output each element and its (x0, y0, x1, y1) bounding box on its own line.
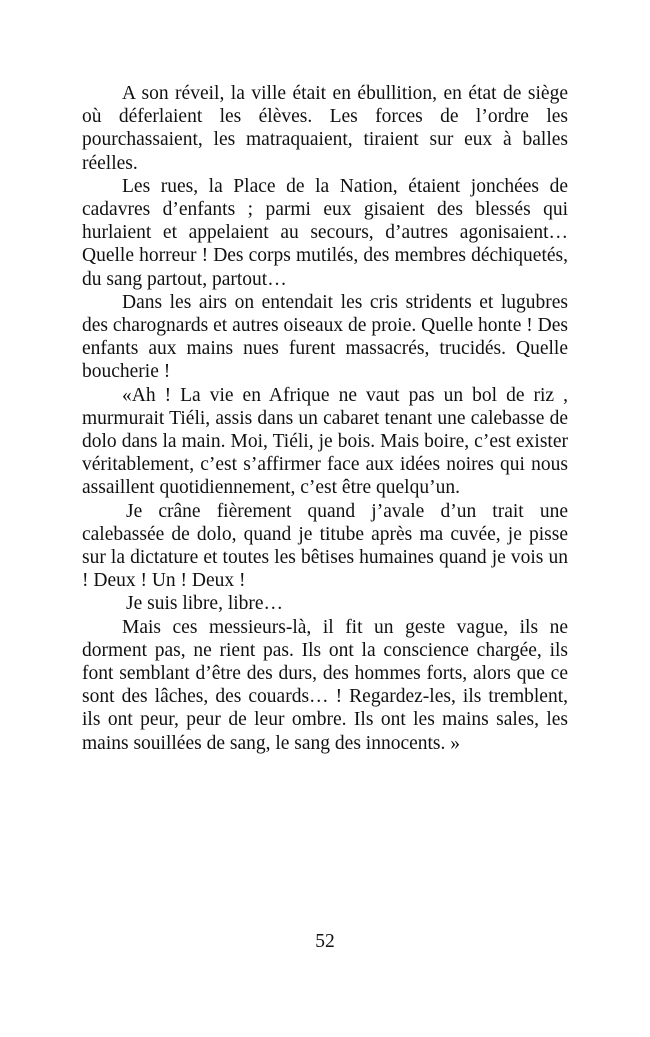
paragraph-1: A son réveil, la ville était en ébullition, en état de siège où déferlaient les élèves. Les forces de l’ordre les pourchassaient, les matraquaient, tiraient sur eux à balles réelles. (82, 83, 568, 174)
paragraph-5: Je crâne fièrement quand j’avale d’un trait une calebassée de dolo, quand je titube après ma cuvée, je pisse sur la dictature et toutes les bêtises humaines quand je vois un ! Deux ! Un ! Deux ! (82, 500, 568, 592)
paragraph-3: Dans les airs on entendait les cris stridents et lugubres des charognards et autres oiseaux de proie. Quelle honte ! Des enfants aux mains nues furent massacrés, trucidés. Quelle boucherie ! (82, 291, 568, 383)
page-number: 52 (315, 931, 335, 952)
paragraph-7: Mais ces messieurs-là, il fit un geste vague, ils ne dorment pas, ne rient pas. Ils ont la conscience chargée, ils font semblant d’être des durs, des hommes forts, alors que ce sont des lâches, des couards… ! Regardez-les, ils tremblent, ils ont peur, peur de leur ombre. Ils ont les mains sales, les mains souillées de sang, le sang des innocents. » (82, 616, 568, 754)
paragraph-4: «Ah ! La vie en Afrique ne vaut pas un bol de riz , murmurait Tiéli, assis dans un cabaret tenant une calebasse de dolo dans la main. Moi, Tiéli, je bois. Mais boire, c’est exister véritablement, c’est s’affirmer face aux idées noires qui nous assaillent quotidiennement, c’est être quelqu’un. (82, 384, 568, 499)
page-body (82, 82, 568, 755)
paragraph-6: Je suis libre, libre… (126, 593, 284, 615)
paragraph-2: Les rues, la Place de la Nation, étaient jonchées de cadavres d’enfants ; parmi eux gisaient des blessés qui hurlaient et appelaient au secours, d’autres agonisaient… Quelle horreur ! Des corps mutilés, des membres déchiquetés, du sang partout, partout… (82, 175, 568, 290)
